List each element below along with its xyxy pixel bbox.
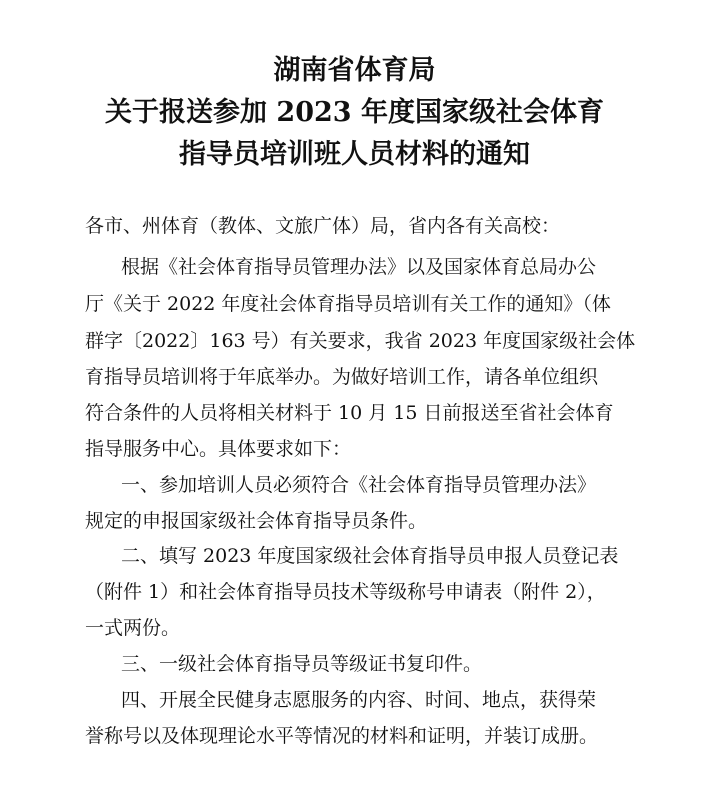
- body-line: 符合条件的人员将相关材料于 10 月 15 日前报送至省社会体育: [85, 402, 614, 424]
- requirement-2-line: （附件 1）和社会体育指导员技术等级称号申请表（附件 2），: [85, 581, 606, 603]
- requirement-2-line: 一式两份。: [85, 617, 181, 639]
- requirement-4-line: 誉称号以及体现理论水平等情况的材料和证明，并装订成册。: [85, 725, 599, 747]
- body-line: 育指导员培训将于年底举办。为做好培训工作，请各单位组织: [85, 366, 599, 388]
- body-line: 厅《关于 2022 年度社会体育指导员培训有关工作的通知》（体: [85, 293, 611, 315]
- requirement-1-line: 一、参加培训人员必须符合《社会体育指导员管理办法》: [121, 474, 597, 496]
- salutation: 各市、州体育（教体、文旅广体）局，省内各有关高校：: [85, 215, 561, 237]
- body-line: 指导服务中心。具体要求如下：: [85, 438, 352, 460]
- requirement-4-line: 四、开展全民健身志愿服务的内容、时间、地点，获得荣: [121, 689, 597, 711]
- title-line-1: 湖南省体育局: [273, 55, 436, 86]
- requirement-1-line: 规定的申报国家级社会体育指导员条件。: [85, 510, 428, 532]
- requirement-2-line: 二、填写 2023 年度国家级社会体育指导员申报人员登记表: [121, 545, 619, 567]
- requirement-3-line: 三、一级社会体育指导员等级证书复印件。: [121, 653, 483, 675]
- body-line: 群字〔2022〕163 号）有关要求，我省 2023 年度国家级社会体: [85, 330, 636, 352]
- body-line: 根据《社会体育指导员管理办法》以及国家体育总局办公: [121, 256, 597, 278]
- title-line-3: 指导员培训班人员材料的通知: [179, 139, 530, 170]
- title-line-2: 关于报送参加 2023 年度国家级社会体育: [105, 97, 604, 128]
